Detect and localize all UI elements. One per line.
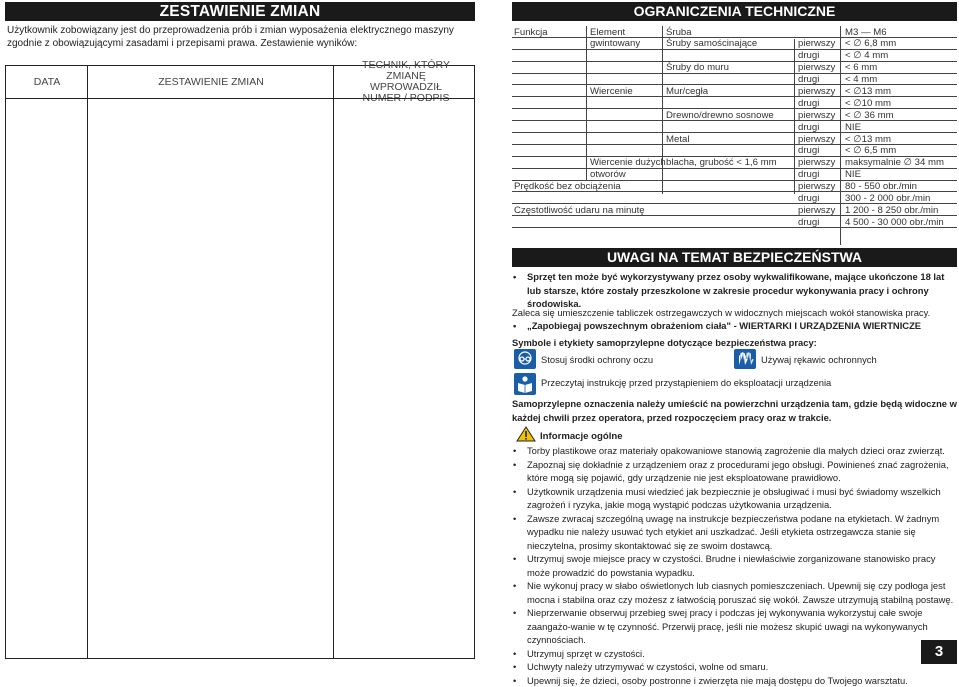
tech-row (512, 97, 957, 109)
tech-row (512, 133, 957, 145)
tech-column-divider (794, 39, 795, 194)
bullet: • (513, 647, 516, 661)
bullet: • (513, 606, 516, 620)
bullet: • (513, 552, 516, 566)
gloves-icon (734, 349, 756, 369)
tech-cell-1: Wiercenie dużych (590, 157, 666, 168)
tech-cell-4: < ∅13 mm (845, 134, 891, 145)
tech-cell-4: 300 - 2 000 obr./min (845, 193, 930, 204)
tech-row (512, 62, 957, 74)
general-info-item (512, 579, 957, 606)
tech-row (512, 109, 957, 121)
col-date (6, 66, 88, 658)
bullet: • (513, 674, 516, 687)
bullet: • (513, 458, 516, 472)
tech-limits-title: OGRANICZENIA TECHNICZNE (512, 2, 957, 21)
general-info-item (512, 485, 957, 512)
tech-cell-2: Metal (666, 134, 689, 145)
tech-cell-3: pierwszy (798, 157, 835, 168)
tech-cell-2: Mur/cegła (666, 86, 708, 97)
general-info-text: Zawsze zwracaj szczególną uwagę na instrukcje bezpieczeństwa podane na etykietach. W żadnym wypadku nie należy usuwać tych etykiet ani uszkadzać. Jeśli etykieta ostrzegawcza stanie się nieczytelna, prosimy skontaktować się ze swoim dostawcą. (512, 512, 957, 553)
safety-paragraph-injuries: • „Zapobiegaj powszechnym obrażeniom ciała" - WIERTARKI I URZĄDZENIA WIERTNICZE (512, 319, 957, 333)
tech-cell-2: Śruby samościnające (666, 38, 757, 49)
header-divider (6, 98, 474, 99)
tech-cell-4: < ∅10 mm (845, 98, 891, 109)
general-info-item (512, 552, 957, 579)
tech-cell-2: Śruba (666, 27, 692, 38)
tech-cell-3: drugi (798, 193, 819, 204)
tech-cell-2: Drewno/drewno sosnowe (666, 110, 774, 121)
tech-cell-1: gwintowany (590, 38, 640, 49)
col-header-technician: TECHNIK, KTÓRY ZMIANĘ WPROWADZIŁ NUMER / PODPIS (336, 66, 476, 98)
tech-cell-0: Prędkość bez obciążenia (514, 181, 621, 192)
bullet: • (513, 270, 516, 284)
general-info-text: Torby plastikowe oraz materiały opakowaniowe stanowią zagrożenie dla małych dzieci oraz zwierząt. (512, 444, 957, 458)
general-info-text: Użytkownik urządzenia musi wiedzieć jak bezpiecznie je obsługiwać i musi być świadomy wszelkich zagrożeń i ryzyka, jakie mogą wystąpić podczas użytkowania urządzenia. (512, 485, 957, 512)
tech-cell-4: < ∅ 4 mm (845, 50, 888, 61)
tech-column-divider (586, 26, 587, 181)
general-info-text: Nieprzerwanie obserwuj przebieg swej pracy i podczas jej wykonywania wykorzystuj całe swoje zaangażo-wanie w tę czynność. Przerwij pracę, jeśli nie możesz skupić uwagi na wykonywanych czynnościach. (512, 606, 957, 647)
general-info-text: Nie wykonuj pracy w słabo oświetlonych lub ciasnych pomieszczeniach. Upewnij się czy podłoga jest mocna i stabilna oraz czy możesz z łatwością poruszać się wokół. Zawsze utrzymują stabilną postawę. (512, 579, 957, 606)
tech-cell-4: 1 200 - 8 250 obr./min (845, 205, 938, 216)
tech-cell-3: pierwszy (798, 134, 835, 145)
tech-cell-2: Śruby do muru (666, 62, 729, 73)
tech-row (512, 121, 957, 133)
tech-cell-3: pierwszy (798, 62, 835, 73)
read-manual-icon (514, 373, 536, 395)
general-info-item (512, 674, 957, 687)
page-number: 3 (921, 640, 957, 664)
change-log-table (5, 65, 475, 659)
tech-limits-table (512, 26, 957, 228)
tech-cell-4: < 6 mm (845, 62, 877, 73)
tech-row (512, 204, 957, 216)
sym-manual-label: Przeczytaj instrukcję przed przystąpieniem do eksploatacji urządzenia (541, 376, 951, 390)
symbols-heading: Symbole i etykiety samoprzylepne dotyczące bezpieczeństwa pracy: (512, 336, 957, 350)
tech-row (512, 181, 957, 193)
tech-cell-3: pierwszy (798, 181, 835, 192)
bullet: • (513, 660, 516, 674)
tech-row (512, 85, 957, 97)
bullet: • (513, 319, 516, 333)
general-info-item (512, 647, 957, 661)
tech-cell-1: otworów (590, 169, 626, 180)
tech-cell-4: NIE (845, 122, 861, 133)
safety-paragraph-signs: Zaleca się umieszczenie tabliczek ostrzegawczych w widocznych miejscach wokół stanowiska pracy. (512, 306, 957, 320)
warning-triangle-icon (516, 426, 536, 442)
tech-cell-3: drugi (798, 169, 819, 180)
general-info-title: Informacje ogólne (540, 430, 740, 444)
tech-cell-2: blacha, grubość < 1,6 mm (666, 157, 777, 168)
general-info-list (512, 444, 957, 687)
tech-row (512, 192, 957, 204)
tech-cell-4: < ∅ 6,8 mm (845, 38, 896, 49)
tech-row (512, 157, 957, 169)
general-info-item (512, 512, 957, 553)
general-info-item (512, 444, 957, 458)
tech-cell-4: < 4 mm (845, 74, 877, 85)
tech-row (512, 169, 957, 181)
tech-cell-0: Częstotliwość udaru na minutę (514, 205, 645, 216)
tech-cell-4: < ∅ 6,5 mm (845, 145, 896, 156)
tech-row (512, 145, 957, 157)
change-log-section (5, 2, 475, 659)
tech-cell-0: Funkcja (514, 27, 548, 38)
tech-cell-4: 80 - 550 obr./min (845, 181, 917, 192)
tech-cell-3: pierwszy (798, 86, 835, 97)
bullet: • (513, 579, 516, 593)
general-info-text: Utrzymuj swoje miejsce pracy w czystości. Brudne i niewłaściwie zorganizowane stanowisko pracy może prowadzić do powstania wypadku. (512, 552, 957, 579)
tech-cell-3: pierwszy (798, 38, 835, 49)
col-header-changes: ZESTAWIENIE ZMIAN (88, 66, 334, 98)
col-header-date: DATA (6, 66, 88, 98)
general-info-item (512, 458, 957, 485)
tech-cell-4: < ∅ 36 mm (845, 110, 894, 121)
tech-cell-4: < ∅13 mm (845, 86, 891, 97)
sym-gloves-label: Używaj rękawic ochronnych (761, 353, 951, 367)
general-info-text: Upewnij się, że dzieci, osoby postronne i zwierzęta nie mają dostępu do Twojego warsztatu. (512, 674, 957, 687)
tech-cell-1: Wiercenie (590, 86, 633, 97)
tech-cell-4: M3 — M6 (845, 27, 887, 38)
tech-cell-3: drugi (798, 98, 819, 109)
tech-cell-4: 4 500 - 30 000 obr./min (845, 217, 944, 228)
general-info-text: Utrzymuj sprzęt w czystości. (512, 647, 957, 661)
tech-row (512, 26, 957, 38)
tech-cell-3: drugi (798, 50, 819, 61)
general-info-text: Zapoznaj się dokładnie z urządzeniem oraz z procedurami jego obsługi. Powinieneś znać zagrożenia, które mogą się pojawić, gdy urządzenie nie jest eksploatowane prawidłowo. (512, 458, 957, 485)
tech-column-divider (840, 26, 841, 245)
tech-row (512, 74, 957, 86)
bullet: • (513, 512, 516, 526)
tech-cell-3: pierwszy (798, 110, 835, 121)
tech-cell-3: drugi (798, 217, 819, 228)
tech-cell-4: NIE (845, 169, 861, 180)
safety-paragraph-labels: Samoprzylepne oznaczenia należy umieścić na powierzchni urządzenia tam, gdzie będą widoczne w każdej chwili przez operatora, przed rozpoczęciem pracy oraz w trakcie. (512, 397, 957, 424)
tech-row (512, 38, 957, 50)
safety-title: UWAGI NA TEMAT BEZPIECZEŃSTWA (512, 248, 957, 267)
safety-glasses-icon (514, 349, 536, 369)
change-log-title: ZESTAWIENIE ZMIAN (5, 2, 475, 21)
tech-cell-1: Element (590, 27, 625, 38)
general-info-item (512, 660, 957, 674)
tech-row (512, 50, 957, 62)
general-info-item (512, 606, 957, 647)
safety-paragraph-qualified: • Sprzęt ten może być wykorzystywany przez osoby wykwalifikowane, mające ukończone 18 lat lub starsze, które zostały przeszkolone w zakresie procedur wykonywania pracy i ochrony środowiska. (512, 270, 957, 311)
tech-cell-3: drugi (798, 122, 819, 133)
bullet: • (513, 485, 516, 499)
tech-cell-3: drugi (798, 74, 819, 85)
change-log-intro: Użytkownik zobowiązany jest do przeprowadzenia prób i zmian wyposażenia elektrycznego maszyny zgodnie z obowiązującymi zasadami i przepisami prawa. Zestawienie wyników: (5, 21, 475, 65)
tech-cell-3: pierwszy (798, 205, 835, 216)
tech-cell-4: maksymalnie ∅ 34 mm (845, 157, 944, 168)
tech-cell-3: drugi (798, 145, 819, 156)
tech-row (512, 216, 957, 228)
bullet: • (513, 444, 516, 458)
tech-column-divider (662, 26, 663, 194)
sym-eyes-label: Stosuj środki ochrony oczu (541, 353, 741, 367)
col-changes (88, 66, 334, 658)
general-info-text: Uchwyty należy utrzymywać w czystości, wolne od smaru. (512, 660, 957, 674)
